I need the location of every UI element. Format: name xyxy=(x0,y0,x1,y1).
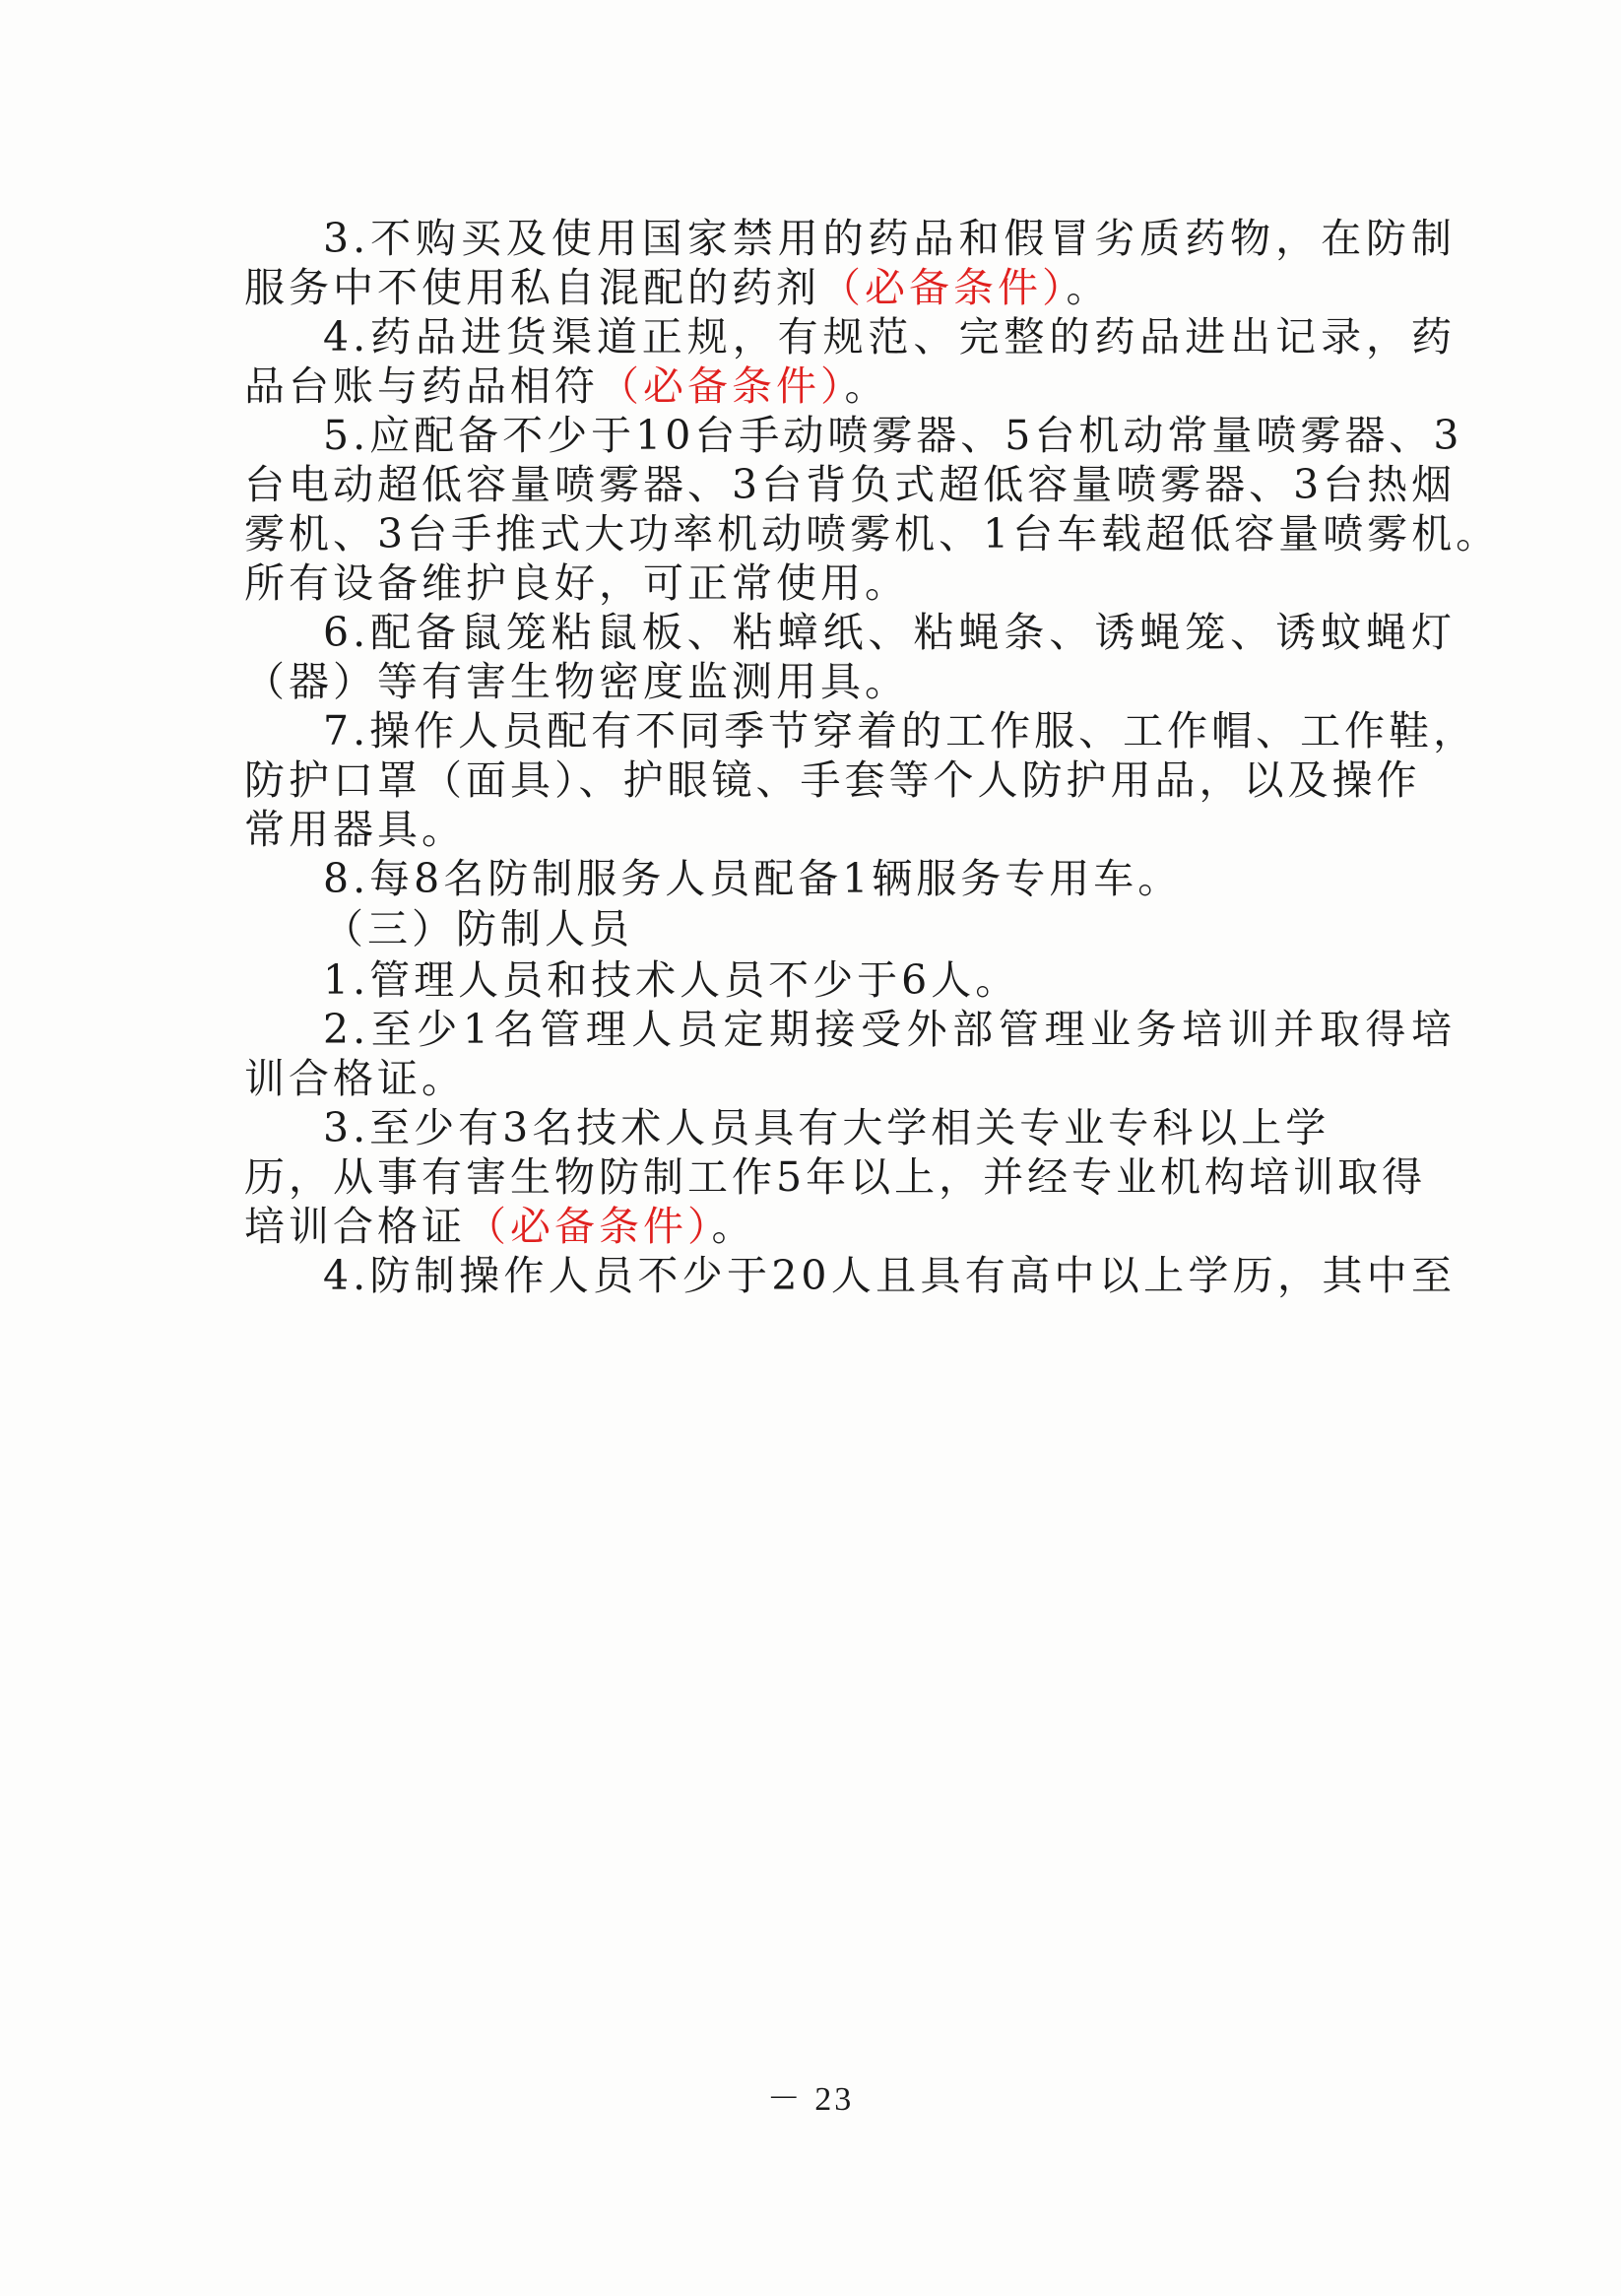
paragraph-3-line-1: 3.不购买及使用国家禁用的药品和假冒劣质药物，在防制 xyxy=(323,215,1456,262)
paragraph-5-line-2: 台电动超低容量喷雾器、3台背负式超低容量喷雾器、3台热烟 xyxy=(244,461,1457,508)
paragraph-5-line-1: 5.应配备不少于10台手动喷雾器、5台机动常量喷雾器、3 xyxy=(323,412,1463,459)
paragraph-6-line-2: （器）等有害生物密度监测用具。 xyxy=(244,658,909,705)
staff-item-1-line-1: 1.管理人员和技术人员不少于6人。 xyxy=(323,956,1020,1004)
staff-item-3-line-2: 历，从事有害生物防制工作5年以上，并经专业机构培训取得 xyxy=(244,1153,1427,1201)
staff-item-2-line-2: 训合格证。 xyxy=(244,1055,466,1102)
paragraph-7-line-3: 常用器具。 xyxy=(244,806,466,853)
paragraph-7-line-1: 7.操作人员配有不同季节穿着的工作服、工作帽、工作鞋， xyxy=(323,707,1478,754)
paragraph-4-line-1: 4.药品进货渠道正规，有规范、完整的药品进出记录，药 xyxy=(323,313,1456,361)
paragraph-3-line-2: 服务中不使用私自混配的药剂（必备条件）。 xyxy=(244,264,1111,311)
section-heading: （三）防制人员 xyxy=(323,905,633,952)
paragraph-5-line-3: 雾机、3台手推式大功率机动喷雾机、1台车载超低容量喷雾机。 xyxy=(244,510,1501,558)
required-condition-note: （必备条件） xyxy=(599,362,845,410)
required-condition-note: （必备条件） xyxy=(820,264,1067,311)
paragraph-4-line-2: 品台账与药品相符（必备条件）。 xyxy=(244,362,889,410)
paragraph-7-line-2: 防护口罩（面具）、护眼镜、手套等个人防护用品，以及操作 xyxy=(244,756,1421,804)
required-condition-note: （必备条件） xyxy=(466,1203,712,1250)
page-number: － 23 xyxy=(766,2081,855,2118)
staff-item-3-line-3: 培训合格证（必备条件）。 xyxy=(244,1203,756,1250)
staff-item-3-line-1: 3.至少有3名技术人员具有大学相关专业专科以上学 xyxy=(323,1104,1330,1151)
paragraph-6-line-1: 6.配备鼠笼粘鼠板、粘蟑纸、粘蝇条、诱蝇笼、诱蚊蝇灯 xyxy=(323,609,1456,656)
paragraph-8-line-1: 8.每8名防制服务人员配备1辆服务专用车。 xyxy=(323,855,1183,902)
staff-item-2-line-1: 2.至少1名管理人员定期接受外部管理业务培训并取得培 xyxy=(323,1006,1456,1053)
staff-item-4-line-1: 4.防制操作人员不少于20人且具有高中以上学历，其中至 xyxy=(323,1252,1456,1299)
paragraph-5-line-4: 所有设备维护良好，可正常使用。 xyxy=(244,559,909,607)
